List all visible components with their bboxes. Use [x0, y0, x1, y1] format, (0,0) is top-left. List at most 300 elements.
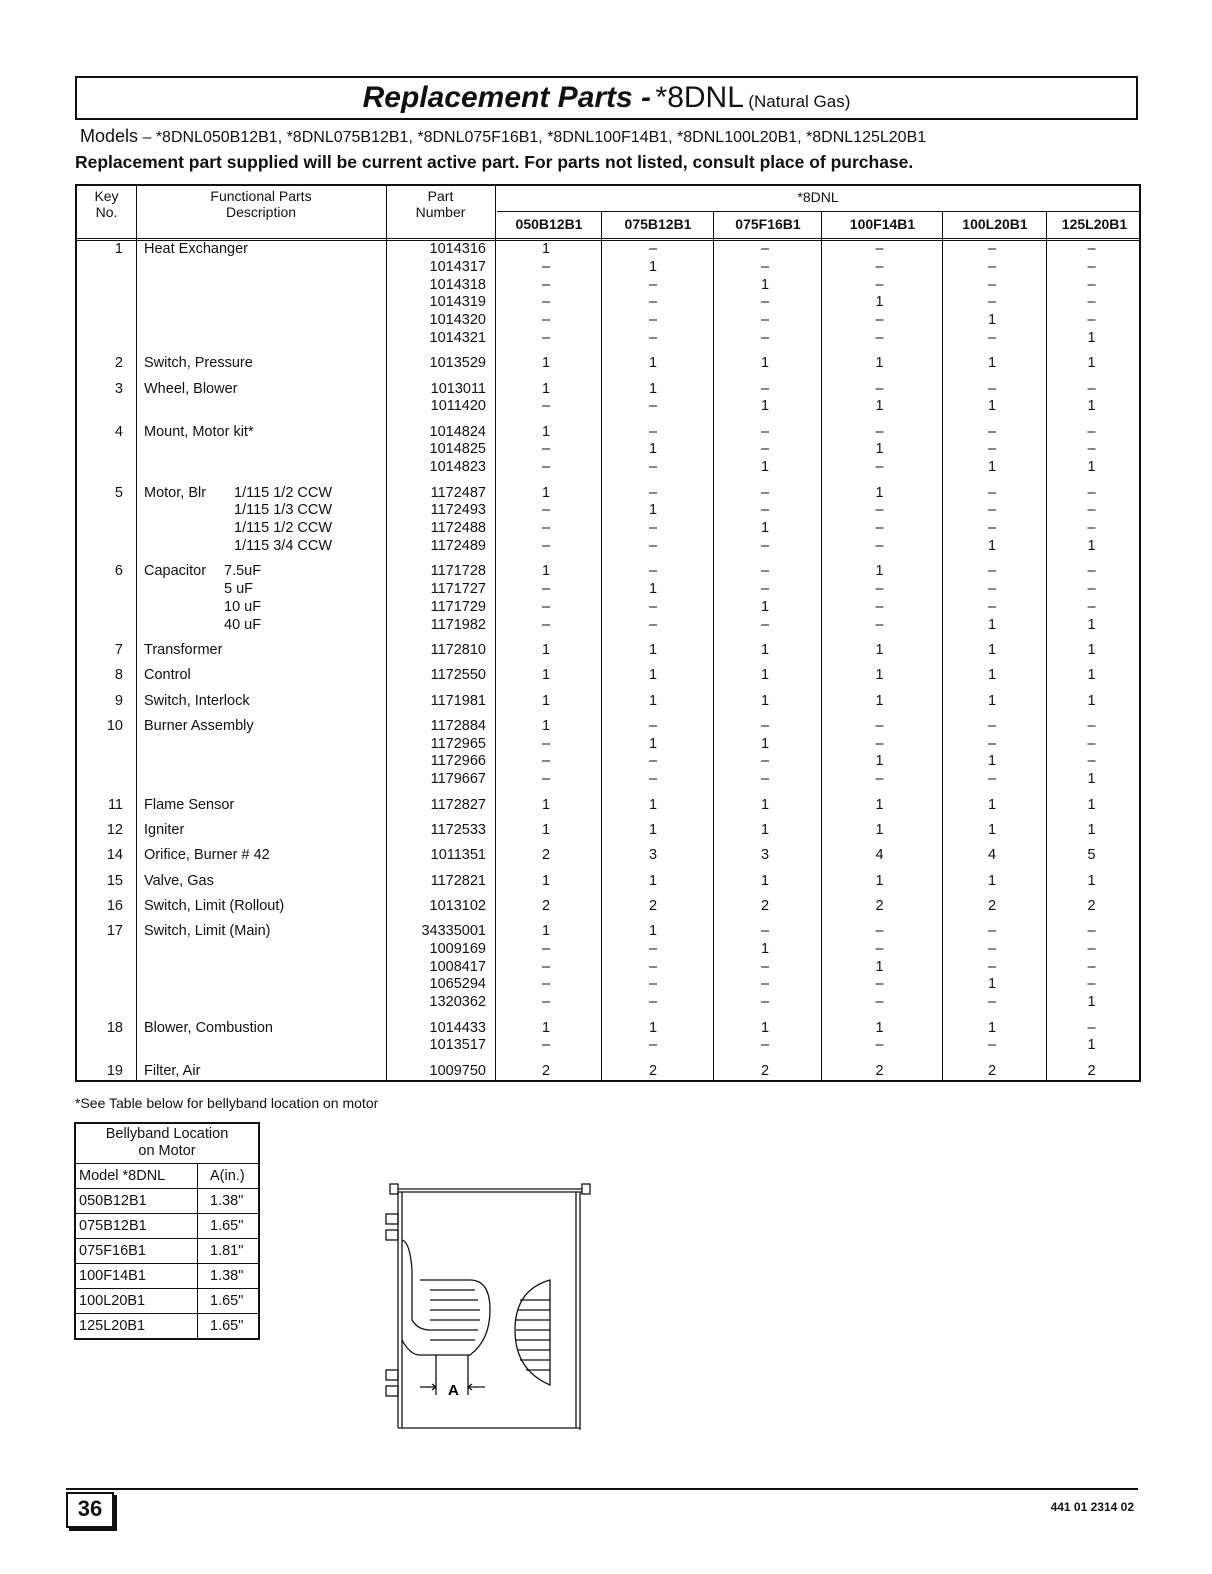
- part-number: 1179667: [430, 771, 486, 788]
- part-description: Burner Assembly: [144, 717, 254, 734]
- quantity-cell: 1: [760, 940, 770, 957]
- quantity-cell: –: [987, 276, 997, 293]
- key-number: 2: [114, 355, 123, 372]
- quantity-cell: 1: [760, 667, 770, 684]
- quantity-cell: –: [648, 753, 658, 770]
- part-number: 1171729: [430, 598, 486, 615]
- part-number: 1172827: [430, 796, 486, 813]
- quantity-cell: –: [541, 537, 551, 554]
- quantity-cell: –: [875, 940, 884, 957]
- quantity-cell: 1: [648, 441, 658, 458]
- quantity-cell: 1: [987, 976, 997, 993]
- quantity-cell: –: [1087, 958, 1096, 975]
- bellyband-row: [76, 1189, 258, 1214]
- quantity-cell: 1: [987, 1019, 997, 1036]
- quantity-cell: –: [760, 294, 770, 311]
- quantity-cell: –: [987, 717, 997, 734]
- part-number: 1011420: [430, 398, 486, 415]
- quantity-cell: –: [541, 312, 551, 329]
- quantity-cell: 1: [541, 380, 551, 397]
- quantity-cell: 1: [1087, 994, 1096, 1011]
- quantity-cell: 1: [875, 667, 884, 684]
- quantity-cell: –: [987, 735, 997, 752]
- quantity-cell: 1: [1087, 616, 1096, 633]
- quantity-cell: –: [1087, 312, 1096, 329]
- quantity-cell: –: [875, 520, 884, 537]
- quantity-cell: 1: [987, 642, 997, 658]
- part-spec: 7.5uF: [224, 563, 262, 580]
- bellyband-model: 125L20B1: [76, 1314, 198, 1338]
- part-number: 1171727: [430, 581, 486, 598]
- quantity-cell: –: [648, 312, 658, 329]
- part-description: Switch, Interlock: [144, 692, 250, 709]
- quantity-cell: 1: [541, 872, 551, 889]
- quantity-cell: –: [1087, 1019, 1096, 1036]
- bellyband-row: [76, 1239, 258, 1264]
- quantity-cell: 1: [875, 692, 884, 709]
- quantity-cell: 1: [760, 872, 770, 889]
- quantity-cell: –: [875, 276, 884, 293]
- quantity-cell: –: [648, 330, 658, 346]
- quantity-cell: 1: [1087, 330, 1096, 346]
- bellyband-row: [76, 1214, 258, 1239]
- quantity-cell: 1: [987, 796, 997, 813]
- quantity-cell: 1: [541, 923, 551, 940]
- quantity-cell: 1: [1087, 1037, 1096, 1054]
- header-model-6: 125L20B1: [1061, 216, 1128, 232]
- quantity-cell: –: [648, 598, 658, 615]
- quantity-cell: –: [648, 423, 658, 440]
- quantity-cell: –: [648, 940, 658, 957]
- quantity-cell: –: [1087, 976, 1096, 993]
- quantity-cell: –: [760, 753, 770, 770]
- quantity-cell: –: [760, 484, 770, 501]
- quantity-cell: –: [648, 958, 658, 975]
- quantity-cell: 1: [760, 459, 770, 476]
- title-code: *8DNL: [655, 81, 744, 114]
- quantity-cell: 3: [648, 847, 658, 864]
- quantity-cell: –: [1087, 423, 1096, 440]
- quantity-cell: 2: [541, 897, 551, 914]
- quantity-cell: 1: [541, 642, 551, 658]
- bellyband-col-a: A(in.): [210, 1168, 245, 1184]
- quantity-cell: –: [541, 771, 551, 788]
- key-number: 5: [114, 484, 123, 501]
- part-number: 1013102: [429, 897, 486, 914]
- part-number: 1171728: [430, 563, 486, 580]
- part-number: 1172493: [430, 502, 486, 519]
- quantity-cell: 1: [648, 581, 658, 598]
- part-number: 1172966: [430, 753, 486, 770]
- quantity-cell: –: [987, 441, 997, 458]
- quantity-cell: –: [987, 241, 997, 257]
- quantity-cell: –: [875, 241, 884, 257]
- quantity-cell: 2: [987, 897, 997, 914]
- quantity-cell: 5: [1087, 847, 1096, 864]
- quantity-cell: –: [875, 258, 884, 275]
- part-description: Transformer: [144, 642, 223, 658]
- quantity-cell: 1: [648, 692, 658, 709]
- quantity-cell: 1: [760, 276, 770, 293]
- part-description: Mount, Motor kit*: [144, 423, 254, 440]
- quantity-cell: 1: [648, 796, 658, 813]
- footnote: *See Table below for bellyband location on motor: [75, 1095, 379, 1111]
- quantity-cell: –: [1087, 484, 1096, 501]
- quantity-cell: 2: [875, 1062, 884, 1079]
- quantity-cell: –: [1087, 940, 1096, 957]
- quantity-cell: 1: [987, 616, 997, 633]
- quantity-cell: –: [1087, 717, 1096, 734]
- part-number: 1171981: [430, 692, 486, 709]
- quantity-cell: 1: [541, 667, 551, 684]
- header-model-1: 050B12B1: [515, 216, 583, 232]
- quantity-cell: –: [987, 258, 997, 275]
- quantity-cell: 1: [541, 796, 551, 813]
- quantity-cell: –: [541, 398, 551, 415]
- quantity-cell: 1: [541, 355, 551, 372]
- bellyband-value: 1.65": [210, 1318, 244, 1334]
- models-line: [80, 126, 926, 147]
- quantity-cell: 1: [1087, 642, 1096, 658]
- quantity-cell: 1: [648, 821, 658, 838]
- dimension-a-label: A: [448, 1382, 459, 1399]
- quantity-cell: –: [875, 771, 884, 788]
- header-key: Key No.: [94, 188, 119, 220]
- quantity-cell: 1: [648, 642, 658, 658]
- bellyband-table: [74, 1122, 260, 1340]
- quantity-cell: 1: [541, 1019, 551, 1036]
- quantity-cell: 2: [760, 897, 770, 914]
- quantity-cell: 1: [760, 355, 770, 372]
- quantity-cell: –: [541, 520, 551, 537]
- quantity-cell: 1: [875, 753, 884, 770]
- quantity-cell: 1: [1087, 355, 1096, 372]
- quantity-cell: 2: [987, 1062, 997, 1079]
- quantity-cell: 2: [541, 1062, 551, 1079]
- quantity-cell: –: [875, 312, 884, 329]
- part-number: 1014316: [429, 241, 486, 257]
- quantity-cell: –: [541, 276, 551, 293]
- quantity-cell: 1: [987, 667, 997, 684]
- quantity-cell: 1: [987, 355, 997, 372]
- part-spec: 1/115 1/3 CCW: [234, 502, 333, 519]
- quantity-cell: 1: [987, 398, 997, 415]
- bellyband-model: 075F16B1: [76, 1239, 198, 1263]
- part-number: 1172821: [430, 872, 486, 889]
- quantity-cell: 2: [648, 897, 658, 914]
- quantity-cell: 1: [541, 692, 551, 709]
- quantity-cell: –: [541, 616, 551, 633]
- quantity-cell: 1: [1087, 537, 1096, 554]
- bellyband-value: 1.65": [210, 1293, 244, 1309]
- quantity-cell: –: [541, 441, 551, 458]
- quantity-cell: –: [1087, 258, 1096, 275]
- quantity-cell: –: [987, 502, 997, 519]
- quantity-cell: 1: [648, 1019, 658, 1036]
- quantity-cell: –: [875, 502, 884, 519]
- bellyband-model: 075B12B1: [76, 1214, 198, 1238]
- bellyband-row: [76, 1289, 258, 1314]
- quantity-cell: –: [648, 771, 658, 788]
- title-subtitle: (Natural Gas): [748, 92, 851, 111]
- quantity-cell: 1: [1087, 459, 1096, 476]
- page-title-box: [75, 76, 1138, 120]
- key-number: 7: [114, 642, 123, 658]
- quantity-cell: –: [987, 771, 997, 788]
- quantity-cell: –: [1087, 502, 1096, 519]
- key-number: 9: [114, 692, 123, 709]
- replacement-note: Replacement part supplied will be current active part. For parts not listed, consult place of purchase.: [75, 152, 914, 172]
- quantity-cell: 1: [1087, 692, 1096, 709]
- header-8dnl-group: *8DNL: [797, 189, 839, 205]
- quantity-cell: 1: [987, 537, 997, 554]
- quantity-cell: 1: [760, 598, 770, 615]
- quantity-cell: 1: [760, 398, 770, 415]
- quantity-cell: –: [541, 294, 551, 311]
- quantity-cell: –: [1087, 735, 1096, 752]
- quantity-cell: 1: [1087, 771, 1096, 788]
- quantity-cell: 1: [987, 753, 997, 770]
- quantity-cell: –: [987, 294, 997, 311]
- quantity-cell: –: [875, 976, 884, 993]
- quantity-cell: 1: [875, 1019, 884, 1036]
- quantity-cell: –: [987, 563, 997, 580]
- key-number: 1: [114, 241, 123, 257]
- page-title: Replacement Parts -: [362, 81, 652, 114]
- quantity-cell: –: [541, 976, 551, 993]
- key-number: 4: [114, 423, 123, 440]
- part-spec: 1/115 1/2 CCW: [234, 520, 333, 537]
- quantity-cell: –: [648, 276, 658, 293]
- quantity-cell: –: [760, 958, 770, 975]
- part-spec: 5 uF: [224, 581, 254, 598]
- quantity-cell: –: [541, 994, 551, 1011]
- quantity-cell: –: [875, 994, 884, 1011]
- key-number: 15: [106, 872, 123, 889]
- part-description: Switch, Limit (Rollout): [144, 897, 285, 914]
- quantity-cell: –: [875, 735, 884, 752]
- quantity-cell: 1: [1087, 398, 1096, 415]
- quantity-cell: –: [987, 1037, 997, 1054]
- bellyband-col-model: Model *8DNL: [76, 1164, 198, 1188]
- quantity-cell: –: [541, 598, 551, 615]
- part-number: 34335001: [421, 923, 486, 940]
- part-number: 1014319: [429, 294, 486, 311]
- quantity-cell: –: [760, 441, 770, 458]
- quantity-cell: –: [1087, 923, 1096, 940]
- quantity-cell: –: [1087, 441, 1096, 458]
- quantity-cell: 4: [987, 847, 997, 864]
- quantity-cell: –: [1087, 294, 1096, 311]
- quantity-cell: –: [541, 459, 551, 476]
- quantity-cell: –: [541, 581, 551, 598]
- part-description: Valve, Gas: [144, 872, 214, 889]
- quantity-cell: 2: [1087, 1062, 1096, 1079]
- part-number: 1172533: [430, 821, 486, 838]
- quantity-cell: –: [1087, 520, 1096, 537]
- quantity-cell: 1: [541, 241, 551, 257]
- part-description: Orifice, Burner # 42: [144, 847, 270, 864]
- quantity-cell: 1: [648, 735, 658, 752]
- quantity-cell: –: [760, 771, 770, 788]
- part-description: Switch, Pressure: [144, 355, 253, 372]
- bellyband-row: [76, 1314, 258, 1338]
- part-number: 1320362: [429, 994, 486, 1011]
- quantity-cell: –: [987, 940, 997, 957]
- quantity-cell: –: [760, 563, 770, 580]
- key-number: 12: [106, 821, 123, 838]
- quantity-cell: –: [648, 717, 658, 734]
- quantity-cell: 1: [875, 821, 884, 838]
- quantity-cell: –: [760, 423, 770, 440]
- part-number: 1013011: [430, 380, 486, 397]
- part-description: Switch, Limit (Main): [144, 923, 271, 940]
- blower-motor-diagram: [380, 1180, 600, 1435]
- bellyband-model: 100F14B1: [76, 1264, 198, 1288]
- quantity-cell: –: [760, 380, 770, 397]
- part-number: 1014825: [429, 441, 486, 458]
- quantity-cell: –: [541, 735, 551, 752]
- quantity-cell: –: [875, 923, 884, 940]
- bellyband-row: [76, 1264, 258, 1289]
- quantity-cell: –: [648, 1037, 658, 1054]
- quantity-cell: 1: [760, 520, 770, 537]
- quantity-cell: 1: [875, 398, 884, 415]
- quantity-cell: –: [1087, 581, 1096, 598]
- quantity-cell: –: [760, 616, 770, 633]
- quantity-cell: –: [875, 380, 884, 397]
- quantity-cell: –: [987, 423, 997, 440]
- bellyband-model: 050B12B1: [76, 1189, 198, 1213]
- header-model-3: 075F16B1: [735, 216, 801, 232]
- bottom-rule: [66, 1488, 1138, 1490]
- parts-table: [75, 184, 1141, 1082]
- quantity-cell: –: [875, 598, 884, 615]
- key-number: 18: [106, 1019, 123, 1036]
- bellyband-value: 1.81": [210, 1243, 244, 1259]
- part-number: 1172487: [430, 484, 486, 501]
- quantity-cell: –: [760, 258, 770, 275]
- quantity-cell: –: [648, 994, 658, 1011]
- quantity-cell: –: [1087, 753, 1096, 770]
- quantity-cell: –: [1087, 380, 1096, 397]
- quantity-cell: –: [760, 976, 770, 993]
- header-model-2: 075B12B1: [624, 216, 692, 232]
- quantity-cell: 1: [541, 821, 551, 838]
- quantity-cell: –: [648, 484, 658, 501]
- quantity-cell: 1: [987, 872, 997, 889]
- bellyband-value: 1.38": [210, 1193, 244, 1209]
- header-part-number: Part Number: [415, 188, 466, 220]
- quantity-cell: 1: [541, 484, 551, 501]
- quantity-cell: –: [875, 581, 884, 598]
- quantity-cell: 1: [648, 923, 658, 940]
- quantity-cell: –: [541, 958, 551, 975]
- quantity-cell: –: [541, 330, 551, 346]
- quantity-cell: –: [541, 1037, 551, 1054]
- quantity-cell: 1: [875, 355, 884, 372]
- quantity-cell: –: [760, 717, 770, 734]
- quantity-cell: 4: [875, 847, 884, 864]
- quantity-cell: –: [987, 958, 997, 975]
- part-number: 1013529: [429, 355, 486, 372]
- quantity-cell: 1: [648, 258, 658, 275]
- part-number: 1009169: [429, 940, 486, 957]
- quantity-cell: 1: [875, 872, 884, 889]
- quantity-cell: –: [875, 330, 884, 346]
- document-number: 441 01 2314 02: [1050, 1500, 1134, 1514]
- quantity-cell: 1: [648, 380, 658, 397]
- quantity-cell: 2: [541, 847, 551, 864]
- quantity-cell: –: [875, 423, 884, 440]
- quantity-cell: –: [987, 484, 997, 501]
- quantity-cell: –: [760, 537, 770, 554]
- bellyband-model: 100L20B1: [76, 1289, 198, 1313]
- part-number: 1013517: [429, 1037, 486, 1054]
- quantity-cell: –: [760, 923, 770, 940]
- quantity-cell: –: [760, 581, 770, 598]
- quantity-cell: 1: [648, 502, 658, 519]
- quantity-cell: 1: [541, 563, 551, 580]
- quantity-cell: –: [987, 520, 997, 537]
- part-number: 1065294: [429, 976, 486, 993]
- quantity-cell: 2: [648, 1062, 658, 1079]
- quantity-cell: –: [760, 994, 770, 1011]
- part-description: Filter, Air: [144, 1062, 201, 1079]
- part-number: 1172550: [430, 667, 486, 684]
- key-number: 10: [106, 717, 123, 734]
- quantity-cell: –: [760, 312, 770, 329]
- quantity-cell: –: [648, 294, 658, 311]
- quantity-cell: 1: [875, 642, 884, 658]
- part-description: Capacitor: [144, 563, 207, 580]
- quantity-cell: 1: [875, 958, 884, 975]
- quantity-cell: –: [875, 717, 884, 734]
- quantity-cell: 3: [760, 847, 770, 864]
- bellyband-value: 1.65": [210, 1218, 244, 1234]
- quantity-cell: –: [541, 502, 551, 519]
- part-number: 1172810: [430, 642, 486, 658]
- quantity-cell: –: [648, 459, 658, 476]
- quantity-cell: 1: [875, 796, 884, 813]
- quantity-cell: –: [1087, 241, 1096, 257]
- part-description: Control: [144, 667, 191, 684]
- quantity-cell: –: [541, 258, 551, 275]
- part-number: 1014320: [429, 312, 486, 329]
- quantity-cell: 1: [1087, 821, 1096, 838]
- quantity-cell: –: [541, 753, 551, 770]
- quantity-cell: –: [648, 520, 658, 537]
- quantity-cell: 1: [760, 1019, 770, 1036]
- part-spec: 40 uF: [224, 616, 262, 633]
- quantity-cell: –: [987, 923, 997, 940]
- quantity-cell: –: [987, 380, 997, 397]
- quantity-cell: –: [541, 940, 551, 957]
- quantity-cell: –: [1087, 598, 1096, 615]
- quantity-cell: 1: [648, 872, 658, 889]
- part-number: 1172965: [430, 735, 486, 752]
- quantity-cell: 1: [1087, 872, 1096, 889]
- quantity-cell: 1: [987, 821, 997, 838]
- quantity-cell: –: [648, 616, 658, 633]
- quantity-cell: –: [875, 616, 884, 633]
- quantity-cell: 1: [541, 423, 551, 440]
- part-number: 1014824: [429, 423, 486, 440]
- quantity-cell: 1: [760, 692, 770, 709]
- quantity-cell: 2: [875, 897, 884, 914]
- quantity-cell: 1: [648, 667, 658, 684]
- quantity-cell: –: [987, 581, 997, 598]
